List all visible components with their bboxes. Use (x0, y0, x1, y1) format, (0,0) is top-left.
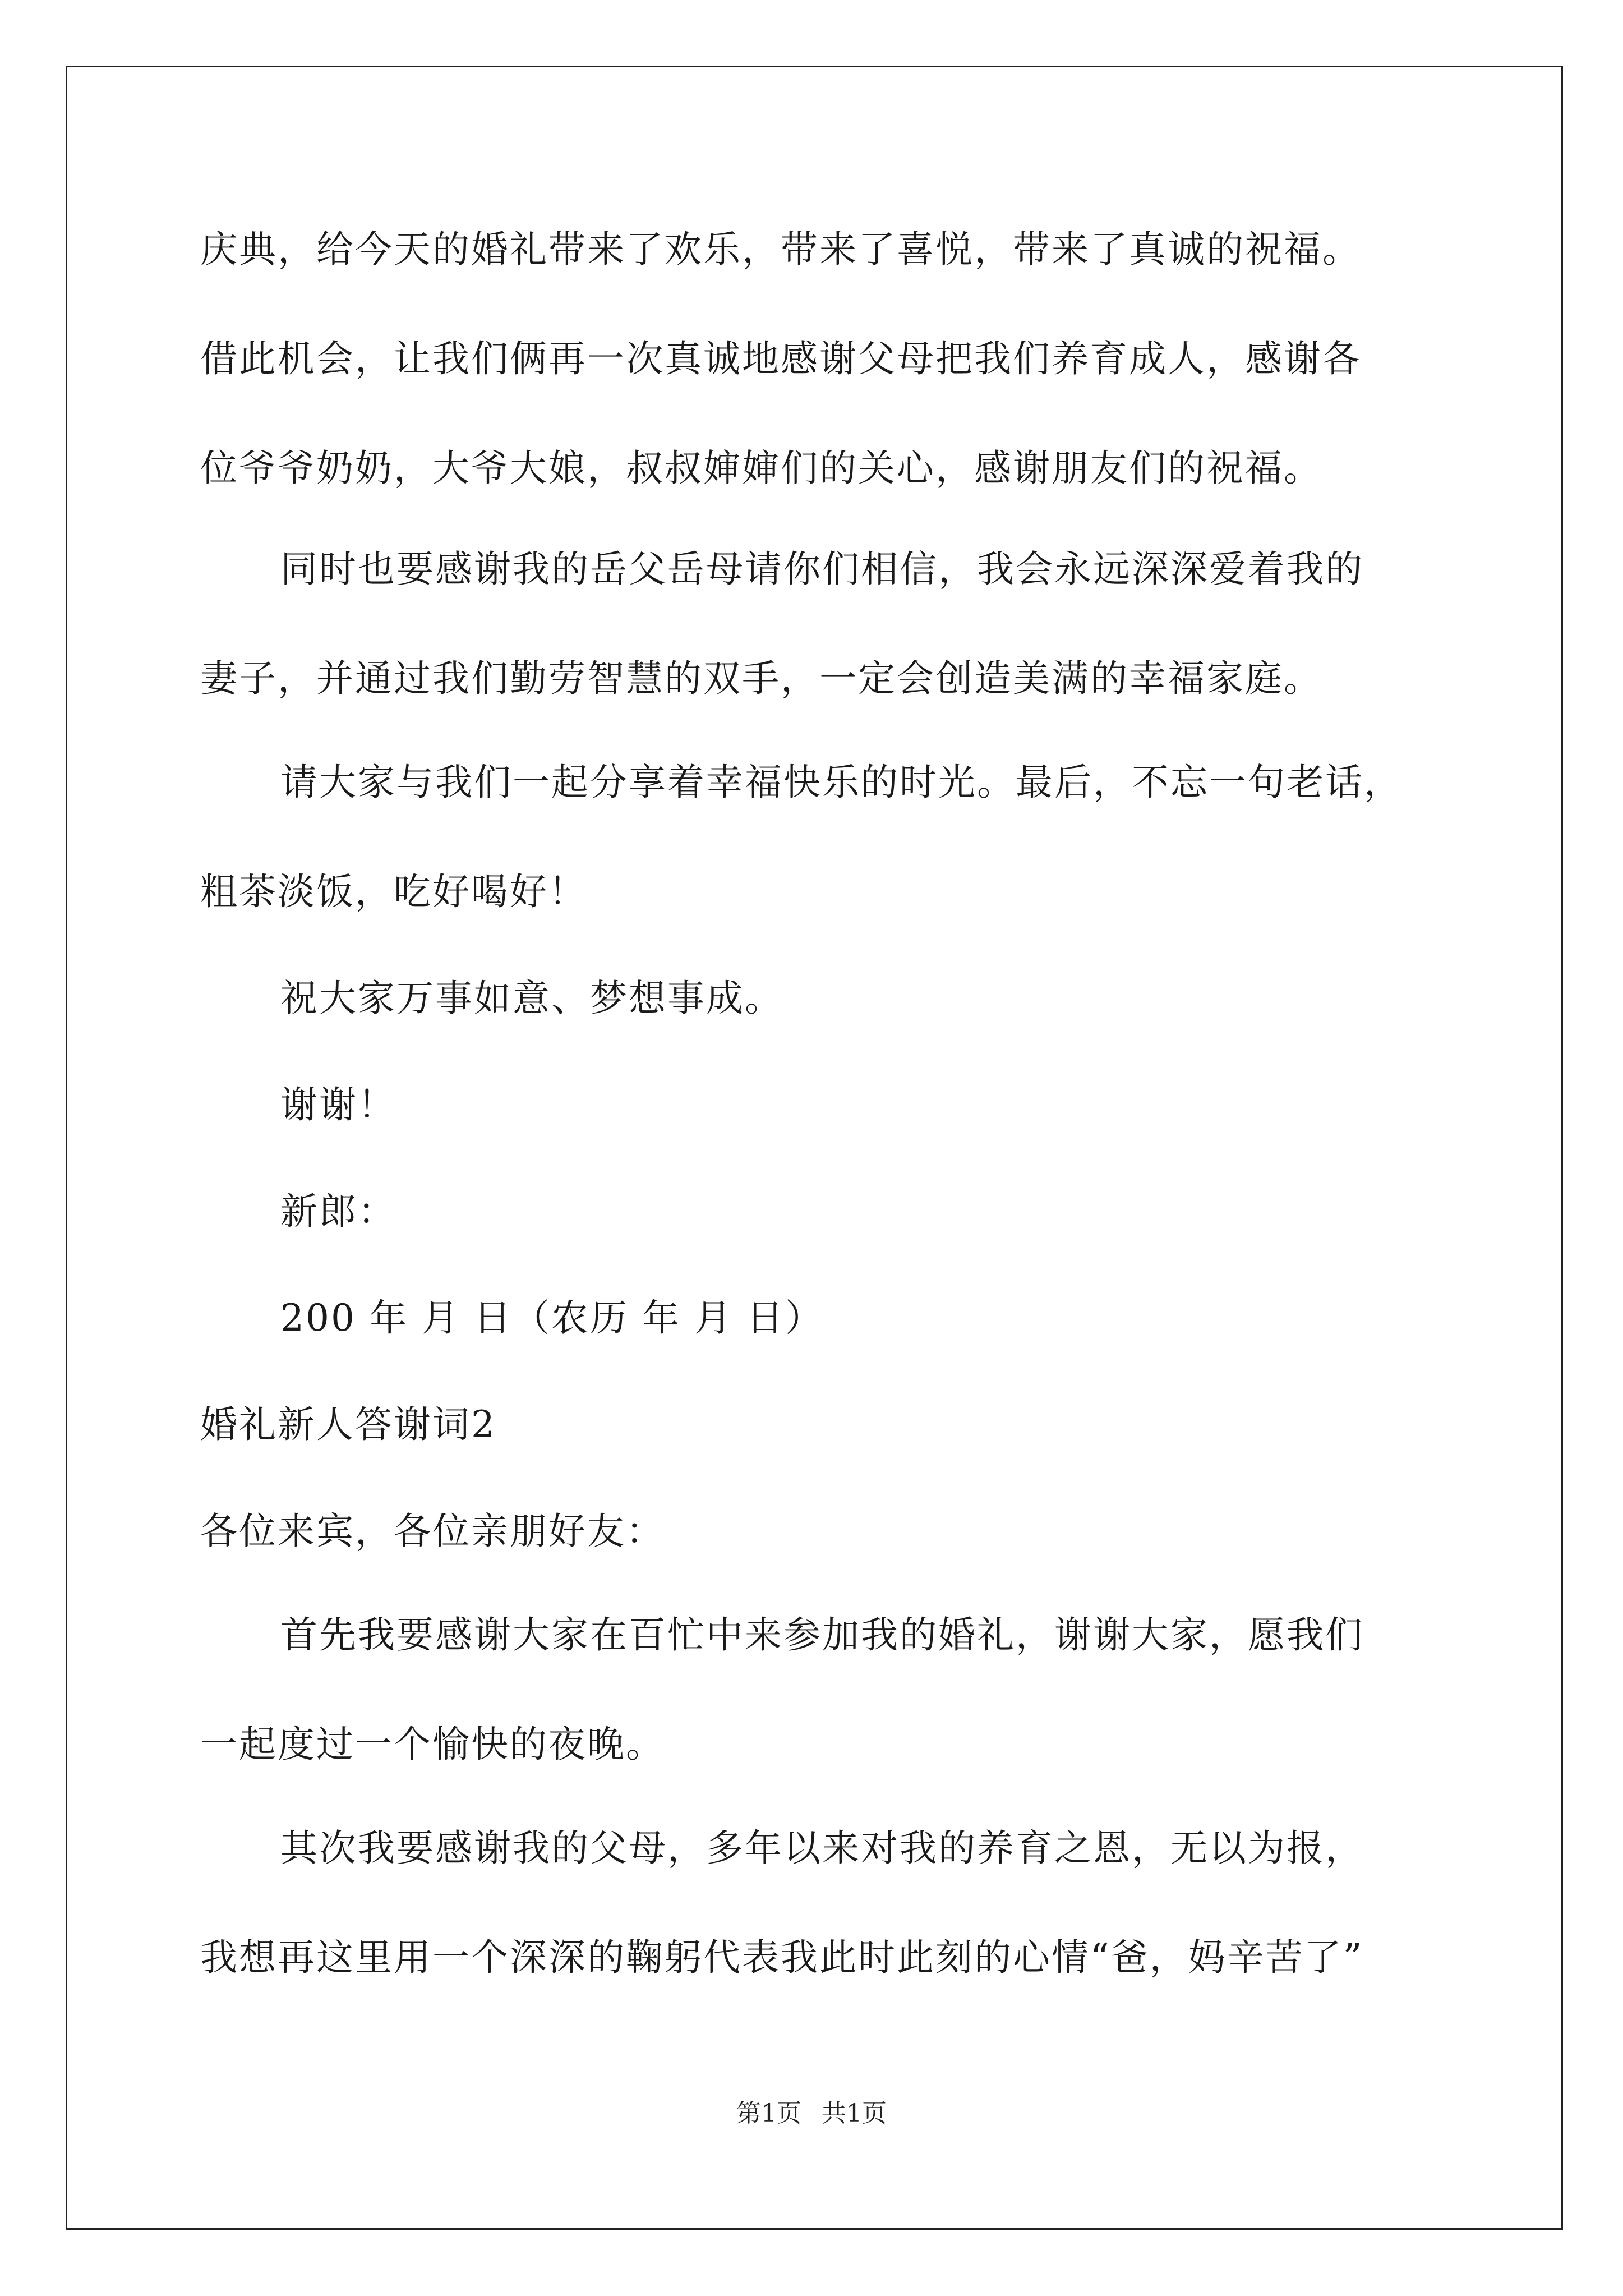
page-footer (0, 2098, 1623, 2129)
text-line: 祝大家万事如意、梦想事成。 (280, 977, 783, 1020)
text-line: 200 年 月 日（农历 年 月 日） (280, 1296, 824, 1340)
page-border (66, 66, 1563, 2230)
text-line: 位爷爷奶奶，大爷大娘，叔叔婶婶们的关心，感谢朋友们的祝福。 (200, 447, 1322, 490)
page-total: 共1页 (822, 2099, 887, 2128)
text-line: 各位来宾，各位亲朋好友： (200, 1510, 665, 1553)
text-line: 借此机会，让我们俩再一次真诚地感谢父母把我们养育成人，感谢各 (200, 337, 1361, 380)
text-line: 粗茶淡饭，吃好喝好！ (200, 870, 587, 913)
text-line: 谢谢！ (280, 1083, 396, 1126)
text-line: 同时也要感谢我的岳父岳母请你们相信，我会永远深深爱着我的 (280, 547, 1364, 591)
text-line: 一起度过一个愉快的夜晚。 (200, 1723, 665, 1766)
text-line: 首先我要感谢大家在百忙中来参加我的婚礼，谢谢大家，愿我们 (280, 1613, 1364, 1657)
section-heading: 婚礼新人答谢词2 (200, 1403, 496, 1446)
text-line: 庆典，给今天的婚礼带来了欢乐，带来了喜悦，带来了真诚的祝福。 (200, 228, 1361, 271)
page-number: 第1页 (736, 2099, 801, 2128)
text-line: 请大家与我们一起分享着幸福快乐的时光。最后，不忘一句老话， (280, 761, 1403, 804)
text-line: 其次我要感谢我的父母，多年以来对我的养育之恩，无以为报， (280, 1826, 1364, 1870)
text-line: 妻子，并通过我们勤劳智慧的双手，一定会创造美满的幸福家庭。 (200, 657, 1322, 700)
text-line: 我想再这里用一个深深的鞠躬代表我此时此刻的心情“爸，妈辛苦了” (200, 1936, 1364, 1979)
text-line: 新郎： (280, 1190, 396, 1233)
